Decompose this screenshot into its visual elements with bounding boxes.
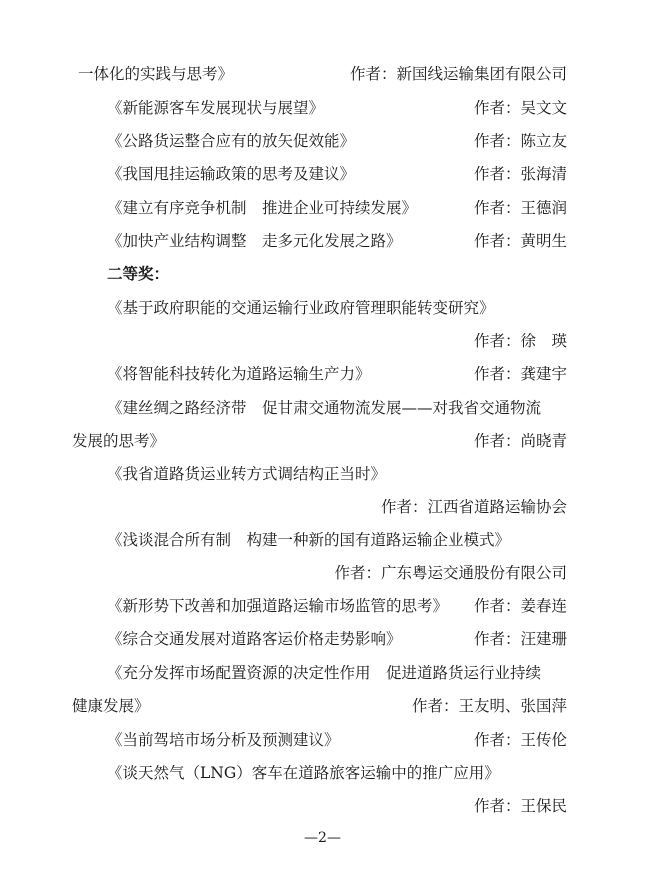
entry-author: 作者：汪建珊 [473,630,567,648]
entry-author: 作者：张海清 [473,165,567,183]
award-heading [0,258,645,291]
entry-title: 《我省道路货运业转方式调结构正当时》 [107,465,387,483]
entry-title: 《建丝绸之路经济带 促甘肃交通物流发展——对我省交通物流 [107,399,542,417]
entry-title: 健康发展》 [72,697,150,715]
entry-author: 作者：吴文文 [473,99,567,117]
entry-title: 《谈天然气（LNG）客车在道路旅客运输中的推广应用》 [107,764,500,782]
award-entry [0,757,645,790]
award-entry [0,358,645,391]
page-number: —2— [304,830,341,846]
award-entry [0,325,645,358]
entry-title: 《建立有序竞争机制 推进企业可持续发展》 [107,199,418,217]
award-entry [0,657,645,690]
award-entry [0,292,645,325]
entry-title: 一体化的实践与思考》 [78,65,234,83]
award-entry [0,491,645,524]
entry-author: 作者：王传伦 [473,731,567,749]
entry-author: 作者：广东粤运交通股份有限公司 [334,564,567,582]
award-entry [0,425,645,458]
award-entry [0,790,645,823]
award-entry [0,158,645,191]
entry-title: 《浅谈混合所有制 构建一种新的国有道路运输企业模式》 [107,531,511,549]
award-entry [0,590,645,623]
entry-title: 发展的思考》 [72,432,166,450]
award-entry [0,92,645,125]
entry-author: 作者：江西省道路运输协会 [380,498,567,516]
entry-author: 作者：新国线运输集团有限公司 [349,65,567,83]
entry-author: 作者：王德润 [473,199,567,217]
entry-author: 作者：陈立友 [473,132,567,150]
entry-author: 作者：姜春连 [473,597,567,615]
entry-author: 作者：王保民 [473,797,567,815]
award-entry [0,125,645,158]
award-entry [0,392,645,425]
entry-author: 作者：龚建宇 [473,365,567,383]
entry-title: 《综合交通发展对道路客运价格走势影响》 [107,630,402,648]
entry-title: 《新形势下改善和加强道路运输市场监管的思考》 [107,597,449,615]
entry-title: 《新能源客车发展现状与展望》 [107,99,325,117]
award-entry [0,192,645,225]
award-entry [0,458,645,491]
award-entry [0,557,645,590]
award-entry [0,225,645,258]
entry-title: 《将智能科技转化为道路运输生产力》 [107,365,371,383]
award-entry [0,524,645,557]
entry-title: 《我国甩挂运输政策的思考及建议》 [107,165,356,183]
entry-title: 《基于政府职能的交通运输行业政府管理职能转变研究》 [107,299,495,317]
section-heading: 二等奖： [107,265,170,283]
entry-title: 《当前驾培市场分析及预测建议》 [107,731,340,749]
award-entry [0,623,645,656]
award-entry [0,58,645,91]
entry-title: 《充分发挥市场配置资源的决定性作用 促进道路货运行业持续 [107,664,542,682]
entry-author: 作者：黄明生 [473,232,567,250]
entry-author: 作者：徐 瑛 [473,332,567,350]
entry-title: 《公路货运整合应有的放矢促效能》 [107,132,356,150]
entry-author: 作者：尚晓青 [473,432,567,450]
entry-author: 作者：王友明、张国萍 [411,697,567,715]
entry-title: 《加快产业结构调整 走多元化发展之路》 [107,232,402,250]
award-entry [0,690,645,723]
award-entry [0,724,645,757]
